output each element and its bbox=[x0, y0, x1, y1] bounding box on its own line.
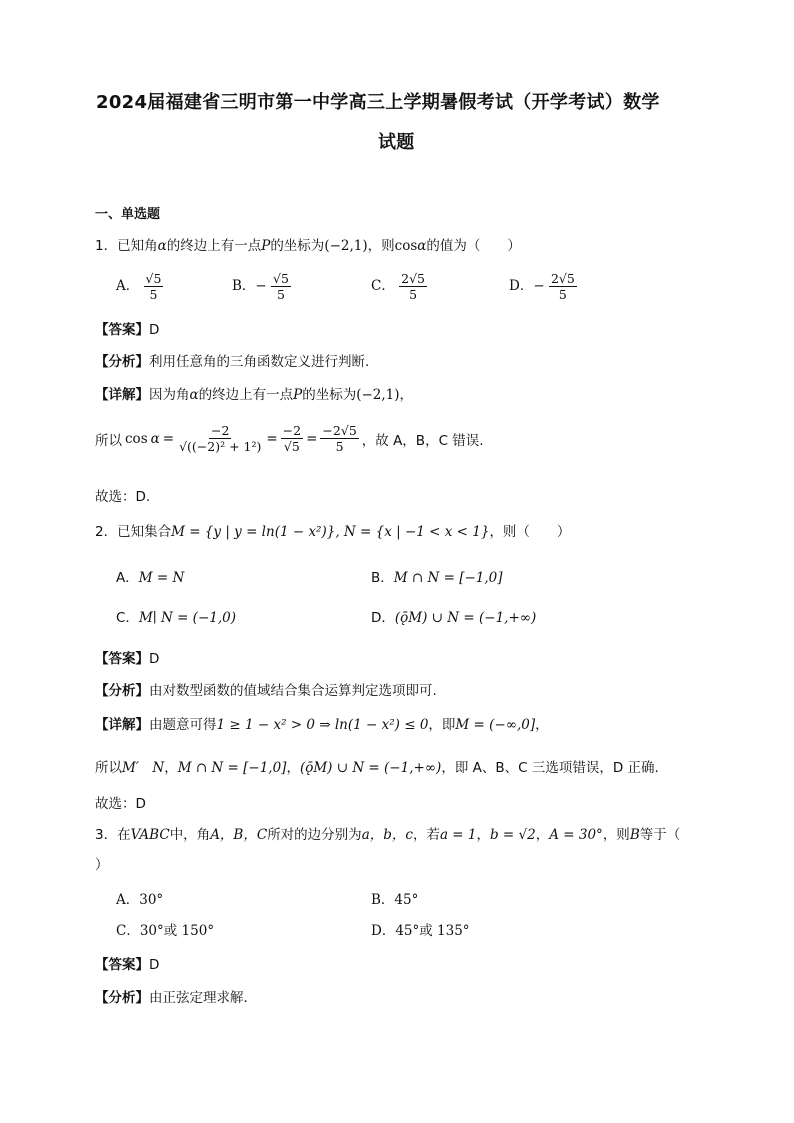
q3-triangle: VABC bbox=[130, 827, 170, 843]
q3-angle-b: B bbox=[629, 827, 640, 843]
q2-stem-a: 2．已知集合 bbox=[95, 524, 172, 540]
q1-opt-c-fraction bbox=[399, 272, 427, 301]
q2-conclusion bbox=[95, 756, 659, 776]
q1-detail-d: ， bbox=[399, 387, 414, 403]
analysis-tag: 【分析】 bbox=[95, 354, 149, 370]
q1-fraction-3 bbox=[320, 424, 358, 453]
q3-stem-end: ） bbox=[95, 857, 109, 873]
q3-stem-c: 所对的边分别为 bbox=[267, 827, 362, 843]
q3-option-b: B．45° bbox=[371, 892, 419, 908]
q2-analysis bbox=[95, 679, 437, 699]
q2-choose: 故选：D bbox=[95, 796, 146, 812]
q3-angles: A，B，C bbox=[210, 827, 268, 843]
q1-opt-a-fraction bbox=[144, 272, 164, 301]
answer-tag: 【答案】 bbox=[95, 651, 149, 667]
q1-option-c bbox=[371, 272, 427, 301]
q1-line2-b: ，故 A，B，C 错误. bbox=[361, 432, 484, 449]
q1-option-a bbox=[116, 272, 163, 301]
q2-stem-b: ，则（ ） bbox=[489, 524, 571, 540]
q2-option-d bbox=[371, 606, 536, 626]
q2-option-c bbox=[116, 606, 236, 626]
q3-cond-3: A = 30° bbox=[549, 827, 603, 843]
q1-stem-b: 的终边上有一点 bbox=[166, 238, 262, 254]
q2-option-b bbox=[371, 566, 503, 586]
question-1-stem bbox=[95, 234, 521, 254]
q2-detail-a: 由题意可得 bbox=[149, 717, 217, 733]
q1-f2-num: −2 bbox=[282, 423, 302, 438]
q1-answer-value: D bbox=[149, 322, 160, 338]
q1-opt-d-num: 2√5 bbox=[550, 271, 575, 286]
q1-opt-d-fraction bbox=[549, 272, 577, 301]
q3-cond-2: b = √2 bbox=[490, 827, 536, 843]
q1-opt-a-label: A． bbox=[116, 278, 140, 295]
q3-option-c: C．30°或 150° bbox=[116, 923, 215, 939]
q1-detail-alpha: α bbox=[189, 387, 199, 403]
q1-stem-a: 1．已知角 bbox=[95, 238, 158, 254]
q1-detail-c: 的坐标为 bbox=[302, 387, 357, 403]
q2-line2-m2: M ∩ N = [−1,0] bbox=[177, 760, 287, 776]
q2-line2-sep2: ， bbox=[286, 760, 300, 776]
q2-opt-c-math: M∣ N = (−1,0) bbox=[138, 610, 237, 626]
q3-answer bbox=[95, 953, 159, 973]
q1-opt-d-label: D．− bbox=[509, 278, 545, 295]
q2-opt-d-label: D． bbox=[371, 610, 395, 626]
q1-f3-den: 5 bbox=[335, 439, 344, 455]
q2-detail-c: ， bbox=[535, 717, 549, 733]
q1-f3-num: −2√5 bbox=[322, 423, 357, 438]
q2-answer bbox=[95, 647, 159, 667]
q1-option-b bbox=[232, 272, 291, 301]
detail-tag: 【详解】 bbox=[95, 717, 149, 733]
q2-line2-sep1: ， bbox=[164, 760, 178, 776]
q1-stem-c: 的坐标为 bbox=[270, 238, 325, 254]
q2-opt-a-label: A． bbox=[116, 570, 139, 586]
answer-tag: 【答案】 bbox=[95, 322, 149, 338]
q3-stem-b: 中，角 bbox=[169, 827, 211, 843]
q2-line2-b: ，即 A、B、C 三选项错误，D 正确. bbox=[441, 760, 659, 776]
q1-stem-e: 的值为（ ） bbox=[426, 238, 521, 254]
detail-tag: 【详解】 bbox=[95, 387, 149, 403]
q2-sets: M = {y | y = ln(1 − x²)}, N = {x | −1 < x < 1} bbox=[171, 524, 490, 540]
q2-detail-math2: M = (−∞,0] bbox=[455, 717, 536, 733]
q3-analysis-text: 由正弦定理求解． bbox=[149, 990, 257, 1006]
q1-opt-a-num: √5 bbox=[145, 271, 162, 286]
q3-option-a: A．30° bbox=[116, 892, 164, 908]
q3-sep-2: ， bbox=[535, 827, 550, 843]
q3-sides: a，b，c bbox=[361, 827, 413, 843]
q1-fraction-1 bbox=[177, 424, 263, 453]
page-title: 2024届福建省三明市第一中学高三上学期暑假考试（开学考试）数学 bbox=[96, 92, 660, 113]
q1-opt-c-label: C． bbox=[371, 278, 395, 295]
q3-stem-f: 等于（ bbox=[639, 827, 681, 843]
q2-opt-d-math: (ǭM) ∪ N = (−1,+∞) bbox=[394, 610, 537, 626]
q2-answer-value: D bbox=[149, 651, 160, 667]
q1-detail-b: 的终边上有一点 bbox=[198, 387, 294, 403]
q1-detail bbox=[95, 383, 413, 403]
section-heading: 一、单选题 bbox=[95, 207, 161, 222]
q1-stem-d: ，则 bbox=[367, 238, 395, 254]
q1-opt-b-fraction bbox=[271, 272, 291, 301]
q2-line2-m3: (ǭM) ∪ N = (−1,+∞) bbox=[299, 760, 442, 776]
q1-opt-c-den: 5 bbox=[409, 287, 418, 303]
q1-eq-2: = bbox=[266, 430, 278, 447]
q1-line2-cos: cos bbox=[125, 430, 148, 447]
q1-option-d bbox=[509, 272, 577, 301]
q2-detail-math: 1 ≥ 1 − x² > 0 ⇒ ln(1 − x²) ≤ 0 bbox=[216, 717, 429, 733]
q2-opt-c-label: C． bbox=[116, 610, 139, 626]
q1-alpha-2: α bbox=[417, 238, 427, 254]
question-3-stem bbox=[95, 823, 680, 843]
q1-point-p: P bbox=[261, 238, 271, 254]
q2-detail bbox=[95, 713, 549, 733]
q1-detail-a: 因为角 bbox=[149, 387, 190, 403]
q1-opt-d-den: 5 bbox=[558, 287, 567, 303]
analysis-tag: 【分析】 bbox=[95, 683, 149, 699]
q1-opt-a-den: 5 bbox=[149, 287, 158, 303]
q1-detail-p: P bbox=[293, 387, 303, 403]
q1-coordinate: (−2,1) bbox=[324, 238, 368, 254]
q1-line2-a: 所以 bbox=[95, 432, 122, 449]
analysis-tag: 【分析】 bbox=[95, 990, 149, 1006]
question-2-stem bbox=[95, 520, 570, 540]
q1-f1-den: √((−2)² + 1²) bbox=[179, 439, 262, 455]
q2-detail-b: ，即 bbox=[428, 717, 456, 733]
q1-line2-alpha: α bbox=[150, 430, 160, 447]
q2-opt-b-label: B． bbox=[371, 570, 394, 586]
q1-opt-c-num: 2√5 bbox=[401, 271, 426, 286]
page-title-cont: 试题 bbox=[378, 132, 415, 153]
q1-fraction-2 bbox=[281, 424, 303, 453]
q1-alpha: α bbox=[157, 238, 167, 254]
q3-stem-e: ，则 bbox=[602, 827, 630, 843]
q1-f1-num: −2 bbox=[210, 423, 230, 438]
q2-opt-b-math: M ∩ N = [−1,0] bbox=[393, 570, 503, 586]
q3-answer-value: D bbox=[149, 957, 160, 973]
q2-analysis-text: 由对数型函数的值域结合集合运算判定选项即可. bbox=[149, 683, 437, 699]
q3-stem-a: 3．在 bbox=[95, 827, 131, 843]
q3-sep-1: ， bbox=[476, 827, 490, 843]
q1-opt-b-label: B．− bbox=[232, 278, 267, 295]
q3-cond-1: a = 1 bbox=[439, 827, 477, 843]
q1-eq-3: = bbox=[306, 430, 318, 447]
q1-answer bbox=[95, 318, 159, 338]
q1-analysis bbox=[95, 350, 369, 370]
q3-analysis bbox=[95, 986, 257, 1006]
q3-stem-d: ，若 bbox=[412, 827, 440, 843]
q1-choose: 故选：D. bbox=[95, 489, 151, 505]
q1-opt-b-den: 5 bbox=[277, 287, 285, 303]
q2-line2-a: 所以 bbox=[95, 760, 122, 776]
q1-eq-1: = bbox=[162, 430, 175, 447]
q1-opt-b-num: √5 bbox=[273, 271, 289, 286]
answer-tag: 【答案】 bbox=[95, 957, 149, 973]
q1-computation bbox=[95, 424, 484, 453]
q1-analysis-text: 利用任意角的三角函数定义进行判断. bbox=[149, 354, 370, 370]
q2-line2-m1: M′ N bbox=[122, 760, 165, 776]
q1-cos: cos bbox=[394, 238, 418, 254]
q3-option-d: D．45°或 135° bbox=[371, 923, 470, 939]
q2-opt-a-math: M = N bbox=[138, 570, 185, 586]
q1-detail-coord: (−2,1) bbox=[356, 387, 400, 403]
q1-f2-den: √5 bbox=[283, 439, 300, 455]
q2-option-a bbox=[116, 566, 184, 586]
